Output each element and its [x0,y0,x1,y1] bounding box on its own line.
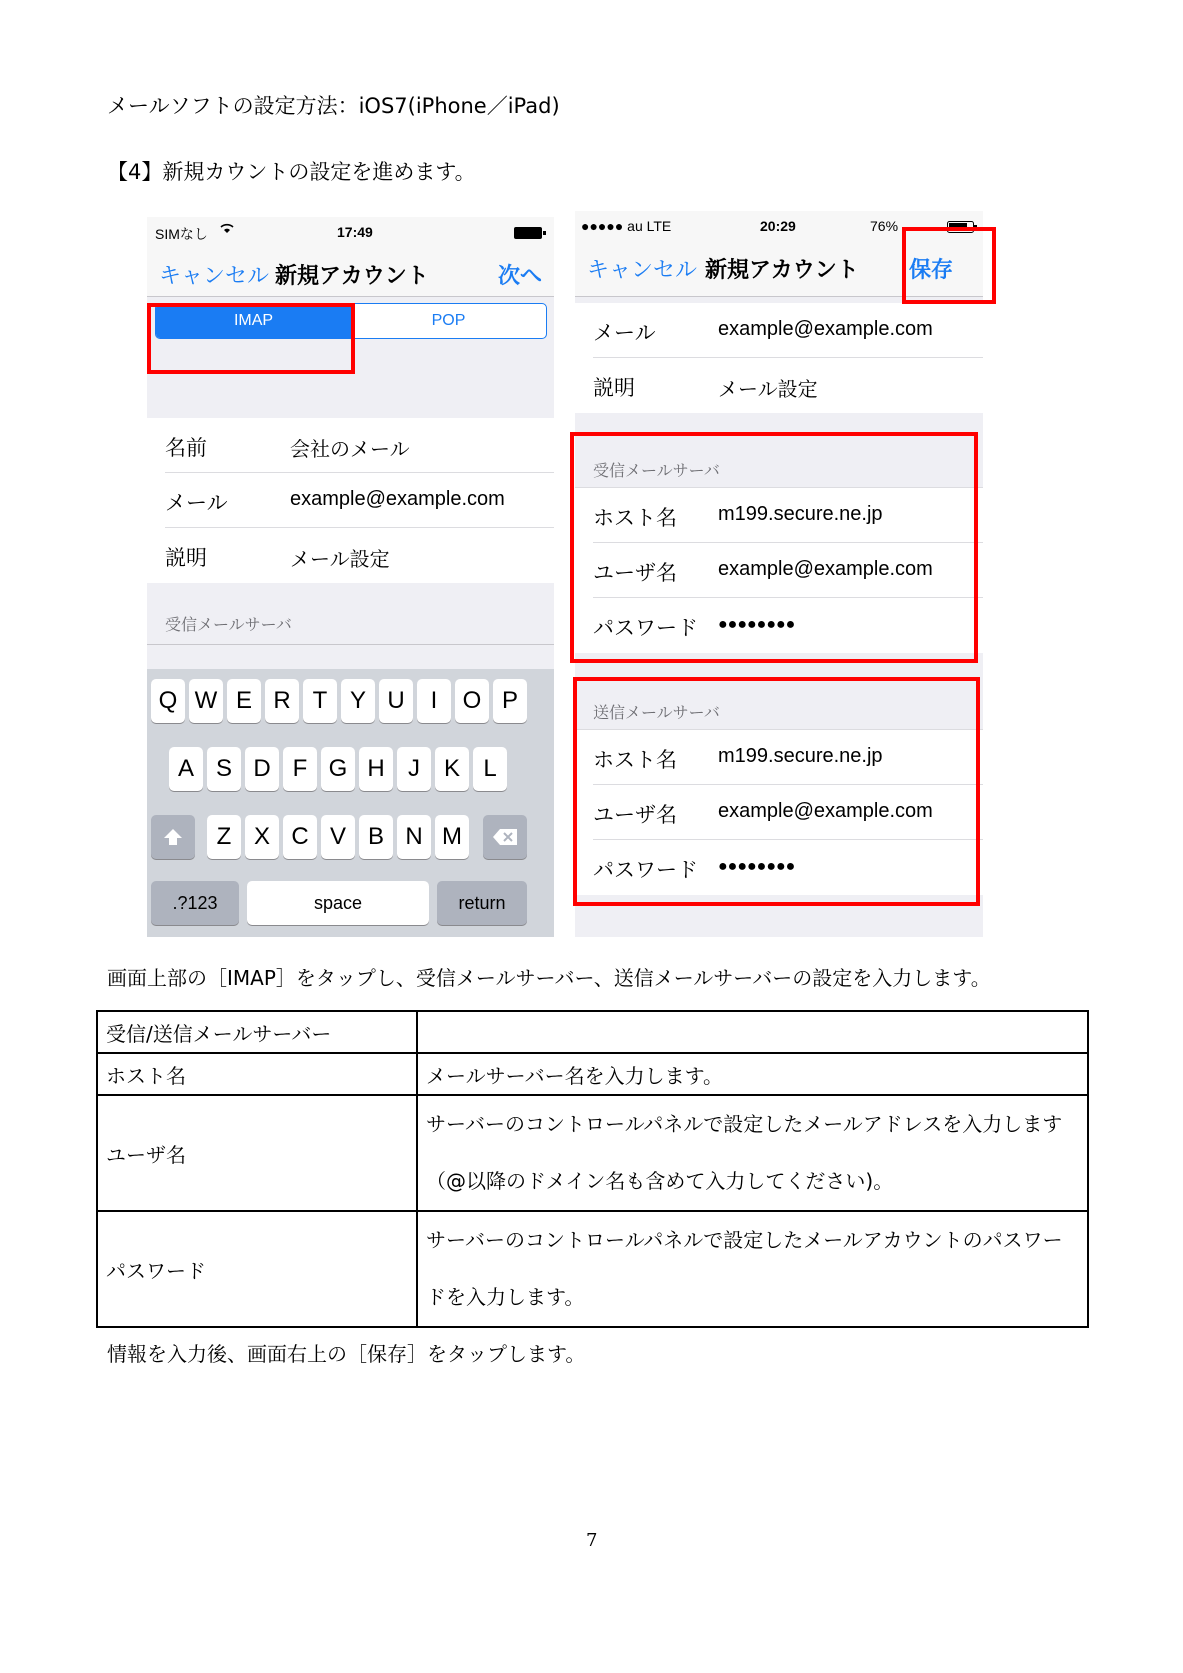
key[interactable]: W [189,679,223,723]
nav-title: 新規アカウント [705,257,859,282]
shift-icon [163,828,183,846]
key[interactable]: P [493,679,527,723]
space-key[interactable]: space [247,881,429,925]
key[interactable]: J [397,747,431,791]
keyboard-row-1 [147,679,554,723]
cancel-button[interactable]: キャンセル [159,263,270,288]
key[interactable]: Q [151,679,185,723]
table-cell-desc: サーバーのコントロールパネルで設定したメールアドレスを入力します（@以降のドメイン名も含めて入力してください)。 [417,1095,1088,1211]
instruction-text: 画面上部の［IMAP］をタップし、受信メールサーバー、送信メールサーバーの設定を入力します。 [107,966,991,990]
row-description[interactable] [165,528,554,583]
row-label: ユーザ名 [593,562,677,585]
row-email[interactable] [165,473,554,528]
status-time: 20:29 [760,218,796,234]
row-label: メール [593,322,656,345]
segment-pop[interactable]: POP [431,312,466,329]
row-name[interactable] [165,418,554,473]
row-description[interactable] [593,358,983,413]
cancel-button[interactable]: キャンセル [587,257,698,282]
key[interactable]: M [435,815,469,859]
table-row [97,1053,1088,1095]
row-value: example@example.com [718,558,933,580]
key[interactable]: L [473,747,507,791]
row-value: example@example.com [718,800,933,822]
key[interactable]: R [265,679,299,723]
table-cell-name: パスワード [97,1211,417,1327]
key[interactable]: S [207,747,241,791]
row-label: ユーザ名 [593,804,677,827]
closing-text: 情報を入力後、画面右上の［保存］をタップします。 [107,1342,586,1366]
key[interactable]: I [417,679,451,723]
row-value: example@example.com [718,318,933,340]
keyboard-row-4 [147,881,554,925]
row-value: m199.secure.ne.jp [718,503,883,525]
highlight-save [902,227,996,304]
key[interactable]: B [359,815,393,859]
key[interactable]: H [359,747,393,791]
row-label: メール [165,492,228,515]
status-time: 17:49 [337,224,373,240]
row-email[interactable] [593,303,983,358]
table-cell-desc [417,1011,1088,1053]
numbers-key[interactable]: .?123 [151,881,239,925]
key[interactable]: V [321,815,355,859]
table-row [97,1211,1088,1327]
row-value: example@example.com [290,488,505,510]
shift-key[interactable] [151,815,195,859]
page-title: メールソフトの設定方法：iOS7(iPhone／iPad) [107,94,560,118]
delete-key[interactable] [483,815,527,859]
row-value: メール設定 [290,549,390,571]
key[interactable]: A [169,747,203,791]
key[interactable]: G [321,747,355,791]
key[interactable]: Y [341,679,375,723]
settings-table [96,1010,1089,1328]
step-heading: 【4】新規カウントの設定を進めます。 [107,160,476,184]
row-label: ホスト名 [593,749,677,772]
section-title: 送信メールサーバ [593,705,720,722]
key[interactable]: K [435,747,469,791]
return-key[interactable]: return [437,881,527,925]
carrier-label: ●●●●● au LTE [581,218,672,234]
battery-icon [514,226,546,242]
row-value: 会社のメール [290,439,410,461]
table-cell-desc: メールサーバー名を入力します。 [417,1053,1088,1095]
keyboard [147,669,554,937]
highlight-imap [147,303,355,374]
table-row [97,1095,1088,1211]
row-label: パスワード [593,859,698,882]
row-label: パスワード [593,617,698,640]
key[interactable]: O [455,679,489,723]
nav-bar [147,247,554,297]
next-button[interactable]: 次へ [497,263,542,288]
nav-title: 新規アカウント [275,263,429,288]
page-number: 7 [586,1530,598,1551]
backspace-icon [492,828,518,846]
row-value: ●●●●●●●● [718,616,796,633]
table-row [97,1011,1088,1053]
status-bar [147,217,554,247]
segment-imap[interactable]: IMAP [156,304,351,338]
highlight-incoming-server [570,432,978,663]
incoming-server-header: 受信メールサーバ [165,617,292,634]
keyboard-row-2 [147,747,554,791]
row-label: 名前 [165,437,207,460]
table-cell-desc: サーバーのコントロールパネルで設定したメールアカウントのパスワードを入力します。 [417,1211,1088,1327]
row-value: ●●●●●●●● [718,858,796,875]
key[interactable]: N [397,815,431,859]
highlight-outgoing-server [573,677,980,906]
wifi-icon [219,221,235,238]
key[interactable]: Z [207,815,241,859]
row-value: メール設定 [718,379,818,401]
key[interactable]: F [283,747,317,791]
key[interactable]: C [283,815,317,859]
carrier-label: SIMなし [155,226,208,242]
keyboard-row-3 [147,815,554,859]
table-cell-name: ホスト名 [97,1053,417,1095]
key[interactable]: D [245,747,279,791]
account-info-group [575,303,983,413]
table-cell-name: ユーザ名 [97,1095,417,1211]
battery-label: 76% [870,218,899,234]
row-label: ホスト名 [593,507,677,530]
row-value: m199.secure.ne.jp [718,745,883,767]
key[interactable]: X [245,815,279,859]
account-info-group [147,418,554,583]
save-button[interactable]: 保存 [908,257,953,282]
row-label: 説明 [593,377,635,400]
section-title: 受信メールサーバ [593,463,720,480]
key[interactable]: T [303,679,337,723]
table-cell-name: 受信/送信メールサーバー [97,1011,417,1053]
key[interactable]: U [379,679,413,723]
key[interactable]: E [227,679,261,723]
row-label: 説明 [165,547,207,570]
